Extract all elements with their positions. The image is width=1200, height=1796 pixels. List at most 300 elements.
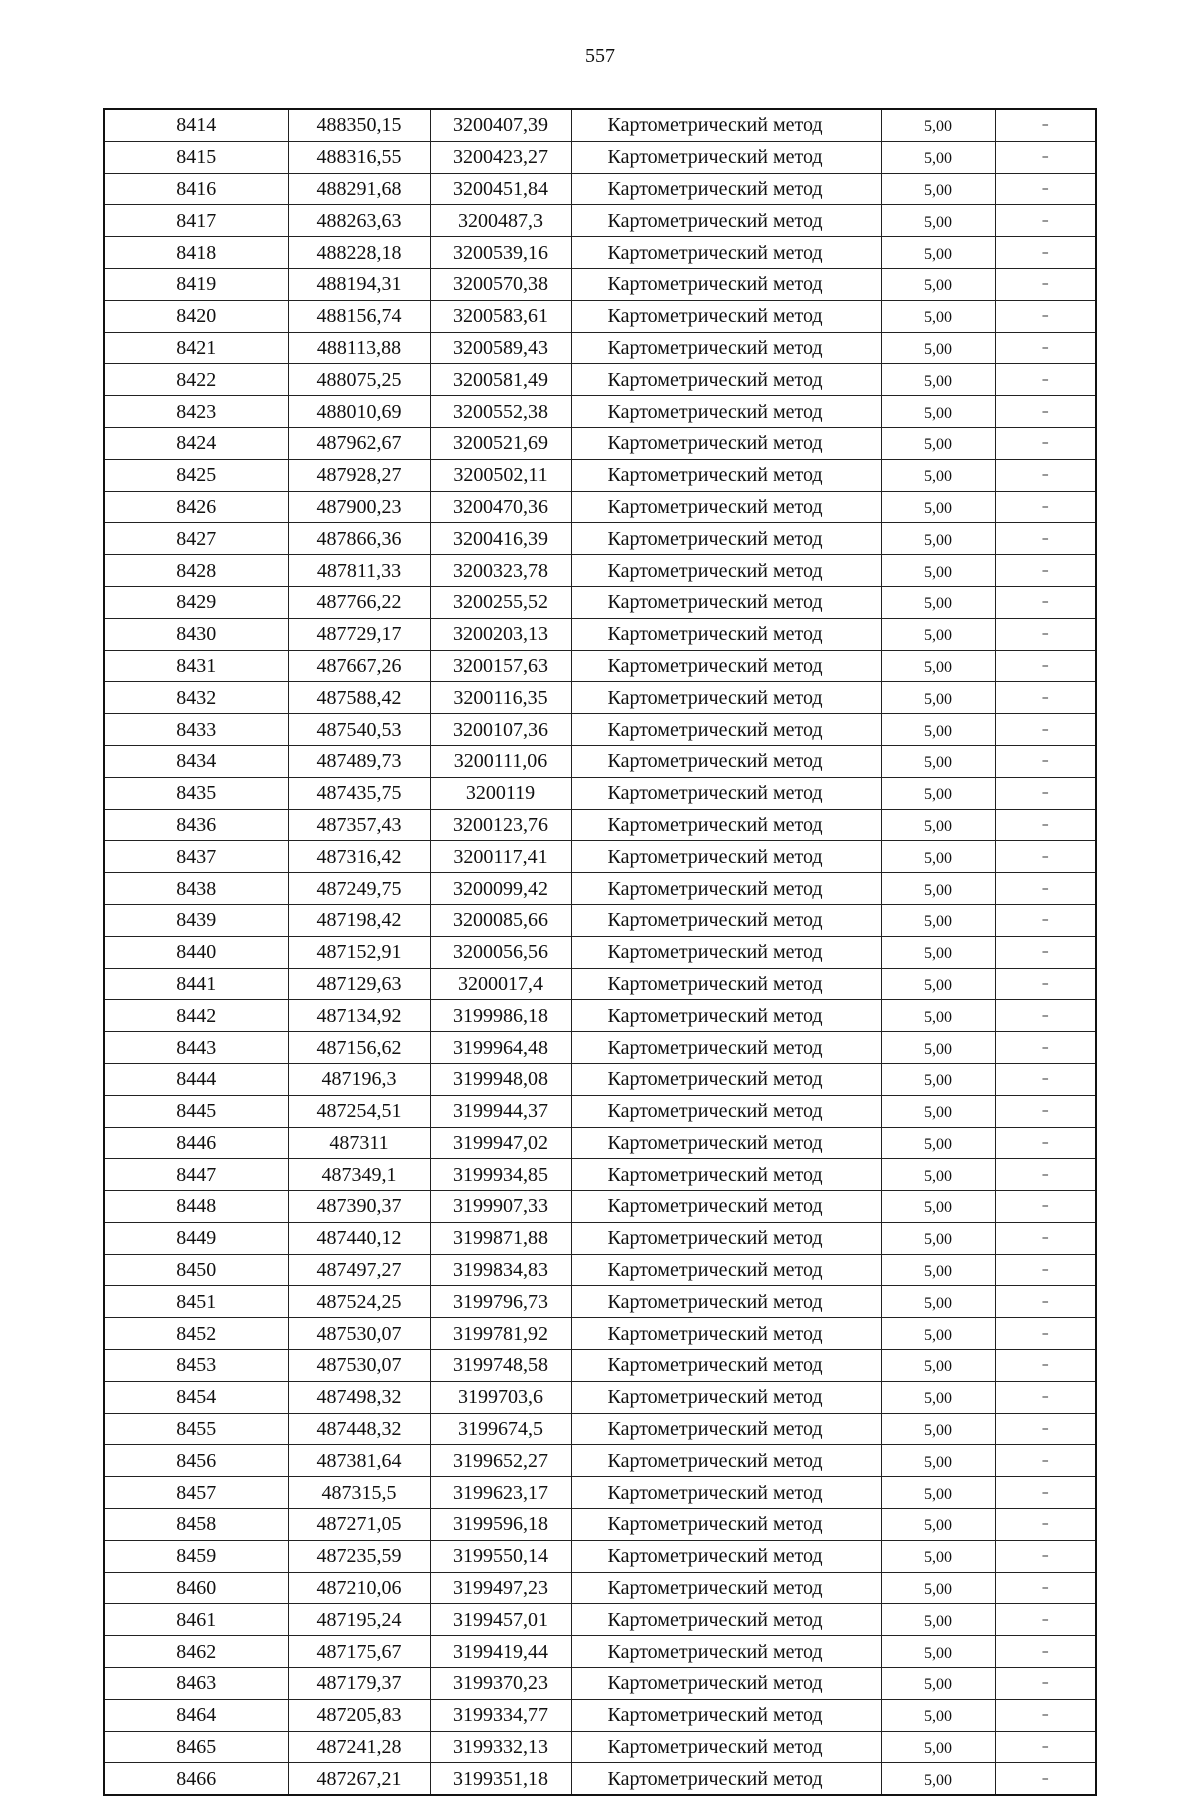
y-coordinate-cell: 3200111,06 <box>430 745 571 777</box>
table-row <box>104 491 1096 523</box>
table-row <box>104 396 1096 428</box>
x-coordinate-cell: 487196,3 <box>288 1063 430 1095</box>
note-cell: – <box>995 1509 1096 1541</box>
point-number-cell: 8440 <box>104 936 288 968</box>
method-cell: Картометрический метод <box>571 1445 881 1477</box>
table-row <box>104 237 1096 269</box>
point-number-cell: 8446 <box>104 1127 288 1159</box>
table-row <box>104 777 1096 809</box>
note-cell: – <box>995 1000 1096 1032</box>
x-coordinate-cell: 487235,59 <box>288 1540 430 1572</box>
y-coordinate-cell: 3199871,88 <box>430 1222 571 1254</box>
point-number-cell: 8423 <box>104 396 288 428</box>
method-cell: Картометрический метод <box>571 173 881 205</box>
table-row <box>104 1572 1096 1604</box>
x-coordinate-cell: 487134,92 <box>288 1000 430 1032</box>
point-number-cell: 8455 <box>104 1413 288 1445</box>
note-cell: – <box>995 809 1096 841</box>
accuracy-cell: 5,00 <box>881 1032 995 1064</box>
point-number-cell: 8461 <box>104 1604 288 1636</box>
method-cell: Картометрический метод <box>571 1095 881 1127</box>
point-number-cell: 8436 <box>104 809 288 841</box>
point-number-cell: 8422 <box>104 364 288 396</box>
point-number-cell: 8425 <box>104 459 288 491</box>
point-number-cell: 8421 <box>104 332 288 364</box>
point-number-cell: 8457 <box>104 1477 288 1509</box>
method-cell: Картометрический метод <box>571 1763 881 1795</box>
accuracy-cell: 5,00 <box>881 1318 995 1350</box>
y-coordinate-cell: 3199596,18 <box>430 1509 571 1541</box>
table-row <box>104 268 1096 300</box>
method-cell: Картометрический метод <box>571 904 881 936</box>
method-cell: Картометрический метод <box>571 396 881 428</box>
x-coordinate-cell: 487489,73 <box>288 745 430 777</box>
x-coordinate-cell: 488291,68 <box>288 173 430 205</box>
y-coordinate-cell: 3200117,41 <box>430 841 571 873</box>
accuracy-cell: 5,00 <box>881 1509 995 1541</box>
coordinates-table <box>103 108 1097 1796</box>
accuracy-cell: 5,00 <box>881 427 995 459</box>
table-row <box>104 1127 1096 1159</box>
y-coordinate-cell: 3200423,27 <box>430 141 571 173</box>
method-cell: Картометрический метод <box>571 968 881 1000</box>
note-cell: – <box>995 873 1096 905</box>
x-coordinate-cell: 487195,24 <box>288 1604 430 1636</box>
note-cell: – <box>995 682 1096 714</box>
x-coordinate-cell: 487866,36 <box>288 523 430 555</box>
y-coordinate-cell: 3200521,69 <box>430 427 571 459</box>
accuracy-cell: 5,00 <box>881 650 995 682</box>
method-cell: Картометрический метод <box>571 1350 881 1382</box>
point-number-cell: 8452 <box>104 1318 288 1350</box>
method-cell: Картометрический метод <box>571 1731 881 1763</box>
x-coordinate-cell: 487524,25 <box>288 1286 430 1318</box>
point-number-cell: 8460 <box>104 1572 288 1604</box>
method-cell: Картометрический метод <box>571 1413 881 1445</box>
note-cell: – <box>995 396 1096 428</box>
y-coordinate-cell: 3199986,18 <box>430 1000 571 1032</box>
table-row <box>104 1381 1096 1413</box>
accuracy-cell: 5,00 <box>881 618 995 650</box>
table-row <box>104 1350 1096 1382</box>
note-cell: – <box>995 968 1096 1000</box>
note-cell: – <box>995 1604 1096 1636</box>
x-coordinate-cell: 487267,21 <box>288 1763 430 1795</box>
method-cell: Картометрический метод <box>571 841 881 873</box>
table-row <box>104 1477 1096 1509</box>
x-coordinate-cell: 487357,43 <box>288 809 430 841</box>
table-row <box>104 427 1096 459</box>
note-cell: – <box>995 618 1096 650</box>
method-cell: Картометрический метод <box>571 205 881 237</box>
x-coordinate-cell: 487175,67 <box>288 1636 430 1668</box>
method-cell: Картометрический метод <box>571 109 881 141</box>
note-cell: – <box>995 1699 1096 1731</box>
y-coordinate-cell: 3199781,92 <box>430 1318 571 1350</box>
y-coordinate-cell: 3200157,63 <box>430 650 571 682</box>
table-row <box>104 1000 1096 1032</box>
y-coordinate-cell: 3199796,73 <box>430 1286 571 1318</box>
accuracy-cell: 5,00 <box>881 1127 995 1159</box>
note-cell: – <box>995 650 1096 682</box>
x-coordinate-cell: 487349,1 <box>288 1159 430 1191</box>
note-cell: – <box>995 364 1096 396</box>
table-row <box>104 618 1096 650</box>
y-coordinate-cell: 3199834,83 <box>430 1254 571 1286</box>
point-number-cell: 8416 <box>104 173 288 205</box>
note-cell: – <box>995 1032 1096 1064</box>
table-row <box>104 1699 1096 1731</box>
note-cell: – <box>995 300 1096 332</box>
point-number-cell: 8428 <box>104 555 288 587</box>
x-coordinate-cell: 488010,69 <box>288 396 430 428</box>
accuracy-cell: 5,00 <box>881 745 995 777</box>
point-number-cell: 8466 <box>104 1763 288 1795</box>
y-coordinate-cell: 3200123,76 <box>430 809 571 841</box>
note-cell: – <box>995 586 1096 618</box>
table-row <box>104 968 1096 1000</box>
y-coordinate-cell: 3199457,01 <box>430 1604 571 1636</box>
method-cell: Картометрический метод <box>571 237 881 269</box>
accuracy-cell: 5,00 <box>881 141 995 173</box>
point-number-cell: 8417 <box>104 205 288 237</box>
y-coordinate-cell: 3200451,84 <box>430 173 571 205</box>
x-coordinate-cell: 487179,37 <box>288 1668 430 1700</box>
table-row <box>104 1063 1096 1095</box>
point-number-cell: 8437 <box>104 841 288 873</box>
accuracy-cell: 5,00 <box>881 332 995 364</box>
accuracy-cell: 5,00 <box>881 300 995 332</box>
method-cell: Картометрический метод <box>571 300 881 332</box>
x-coordinate-cell: 487198,42 <box>288 904 430 936</box>
y-coordinate-cell: 3200416,39 <box>430 523 571 555</box>
note-cell: – <box>995 1350 1096 1382</box>
x-coordinate-cell: 487530,07 <box>288 1350 430 1382</box>
method-cell: Картометрический метод <box>571 459 881 491</box>
y-coordinate-cell: 3200056,56 <box>430 936 571 968</box>
table-row <box>104 809 1096 841</box>
method-cell: Картометрический метод <box>571 714 881 746</box>
accuracy-cell: 5,00 <box>881 555 995 587</box>
method-cell: Картометрический метод <box>571 1063 881 1095</box>
accuracy-cell: 5,00 <box>881 1699 995 1731</box>
accuracy-cell: 5,00 <box>881 841 995 873</box>
y-coordinate-cell: 3200552,38 <box>430 396 571 428</box>
note-cell: – <box>995 459 1096 491</box>
table-row <box>104 1413 1096 1445</box>
x-coordinate-cell: 487435,75 <box>288 777 430 809</box>
accuracy-cell: 5,00 <box>881 1381 995 1413</box>
point-number-cell: 8463 <box>104 1668 288 1700</box>
y-coordinate-cell: 3199332,13 <box>430 1731 571 1763</box>
table-row <box>104 1763 1096 1795</box>
x-coordinate-cell: 487588,42 <box>288 682 430 714</box>
accuracy-cell: 5,00 <box>881 777 995 809</box>
accuracy-cell: 5,00 <box>881 873 995 905</box>
accuracy-cell: 5,00 <box>881 109 995 141</box>
y-coordinate-cell: 3200255,52 <box>430 586 571 618</box>
table-row <box>104 586 1096 618</box>
note-cell: – <box>995 904 1096 936</box>
accuracy-cell: 5,00 <box>881 1254 995 1286</box>
accuracy-cell: 5,00 <box>881 268 995 300</box>
point-number-cell: 8427 <box>104 523 288 555</box>
note-cell: – <box>995 1477 1096 1509</box>
y-coordinate-cell: 3200470,36 <box>430 491 571 523</box>
y-coordinate-cell: 3199623,17 <box>430 1477 571 1509</box>
point-number-cell: 8443 <box>104 1032 288 1064</box>
x-coordinate-cell: 487729,17 <box>288 618 430 650</box>
note-cell: – <box>995 427 1096 459</box>
note-cell: – <box>995 268 1096 300</box>
x-coordinate-cell: 487152,91 <box>288 936 430 968</box>
table-row <box>104 1540 1096 1572</box>
method-cell: Картометрический метод <box>571 1636 881 1668</box>
page-number: 557 <box>585 45 615 67</box>
note-cell: – <box>995 1286 1096 1318</box>
accuracy-cell: 5,00 <box>881 1604 995 1636</box>
table-row <box>104 841 1096 873</box>
x-coordinate-cell: 488350,15 <box>288 109 430 141</box>
accuracy-cell: 5,00 <box>881 1286 995 1318</box>
point-number-cell: 8418 <box>104 237 288 269</box>
table-row <box>104 1286 1096 1318</box>
x-coordinate-cell: 488194,31 <box>288 268 430 300</box>
y-coordinate-cell: 3199419,44 <box>430 1636 571 1668</box>
method-cell: Картометрический метод <box>571 1509 881 1541</box>
point-number-cell: 8459 <box>104 1540 288 1572</box>
method-cell: Картометрический метод <box>571 682 881 714</box>
y-coordinate-cell: 3199334,77 <box>430 1699 571 1731</box>
point-number-cell: 8451 <box>104 1286 288 1318</box>
y-coordinate-cell: 3200407,39 <box>430 109 571 141</box>
y-coordinate-cell: 3200487,3 <box>430 205 571 237</box>
method-cell: Картометрический метод <box>571 745 881 777</box>
table-row <box>104 1509 1096 1541</box>
point-number-cell: 8458 <box>104 1509 288 1541</box>
method-cell: Картометрический метод <box>571 141 881 173</box>
table-row <box>104 714 1096 746</box>
accuracy-cell: 5,00 <box>881 968 995 1000</box>
method-cell: Картометрический метод <box>571 586 881 618</box>
point-number-cell: 8454 <box>104 1381 288 1413</box>
accuracy-cell: 5,00 <box>881 491 995 523</box>
table-row <box>104 682 1096 714</box>
y-coordinate-cell: 3200581,49 <box>430 364 571 396</box>
y-coordinate-cell: 3199652,27 <box>430 1445 571 1477</box>
method-cell: Картометрический метод <box>571 1254 881 1286</box>
point-number-cell: 8456 <box>104 1445 288 1477</box>
y-coordinate-cell: 3200323,78 <box>430 555 571 587</box>
x-coordinate-cell: 487381,64 <box>288 1445 430 1477</box>
x-coordinate-cell: 488263,63 <box>288 205 430 237</box>
y-coordinate-cell: 3200589,43 <box>430 332 571 364</box>
point-number-cell: 8414 <box>104 109 288 141</box>
note-cell: – <box>995 491 1096 523</box>
y-coordinate-cell: 3199550,14 <box>430 1540 571 1572</box>
note-cell: – <box>995 1095 1096 1127</box>
y-coordinate-cell: 3199370,23 <box>430 1668 571 1700</box>
accuracy-cell: 5,00 <box>881 173 995 205</box>
note-cell: – <box>995 1413 1096 1445</box>
x-coordinate-cell: 487205,83 <box>288 1699 430 1731</box>
y-coordinate-cell: 3200116,35 <box>430 682 571 714</box>
method-cell: Картометрический метод <box>571 1159 881 1191</box>
accuracy-cell: 5,00 <box>881 1540 995 1572</box>
accuracy-cell: 5,00 <box>881 1063 995 1095</box>
point-number-cell: 8445 <box>104 1095 288 1127</box>
x-coordinate-cell: 487254,51 <box>288 1095 430 1127</box>
table-row <box>104 1731 1096 1763</box>
x-coordinate-cell: 487316,42 <box>288 841 430 873</box>
x-coordinate-cell: 487311 <box>288 1127 430 1159</box>
method-cell: Картометрический метод <box>571 1286 881 1318</box>
y-coordinate-cell: 3200583,61 <box>430 300 571 332</box>
y-coordinate-cell: 3200539,16 <box>430 237 571 269</box>
point-number-cell: 8447 <box>104 1159 288 1191</box>
note-cell: – <box>995 1318 1096 1350</box>
method-cell: Картометрический метод <box>571 332 881 364</box>
y-coordinate-cell: 3199948,08 <box>430 1063 571 1095</box>
point-number-cell: 8432 <box>104 682 288 714</box>
table-row <box>104 332 1096 364</box>
x-coordinate-cell: 487962,67 <box>288 427 430 459</box>
table-row <box>104 1668 1096 1700</box>
x-coordinate-cell: 487129,63 <box>288 968 430 1000</box>
note-cell: – <box>995 1127 1096 1159</box>
method-cell: Картометрический метод <box>571 936 881 968</box>
y-coordinate-cell: 3200017,4 <box>430 968 571 1000</box>
x-coordinate-cell: 487249,75 <box>288 873 430 905</box>
accuracy-cell: 5,00 <box>881 396 995 428</box>
note-cell: – <box>995 141 1096 173</box>
table-row <box>104 1159 1096 1191</box>
note-cell: – <box>995 109 1096 141</box>
accuracy-cell: 5,00 <box>881 714 995 746</box>
point-number-cell: 8429 <box>104 586 288 618</box>
y-coordinate-cell: 3199674,5 <box>430 1413 571 1445</box>
accuracy-cell: 5,00 <box>881 1000 995 1032</box>
method-cell: Картометрический метод <box>571 1699 881 1731</box>
table-row <box>104 459 1096 491</box>
accuracy-cell: 5,00 <box>881 1159 995 1191</box>
x-coordinate-cell: 487497,27 <box>288 1254 430 1286</box>
point-number-cell: 8435 <box>104 777 288 809</box>
accuracy-cell: 5,00 <box>881 237 995 269</box>
method-cell: Картометрический метод <box>571 1540 881 1572</box>
point-number-cell: 8465 <box>104 1731 288 1763</box>
x-coordinate-cell: 487390,37 <box>288 1191 430 1223</box>
point-number-cell: 8434 <box>104 745 288 777</box>
method-cell: Картометрический метод <box>571 364 881 396</box>
table-row <box>104 1191 1096 1223</box>
table-row <box>104 1604 1096 1636</box>
table-row <box>104 1032 1096 1064</box>
note-cell: – <box>995 523 1096 555</box>
note-cell: – <box>995 1668 1096 1700</box>
method-cell: Картометрический метод <box>571 1222 881 1254</box>
point-number-cell: 8442 <box>104 1000 288 1032</box>
accuracy-cell: 5,00 <box>881 1413 995 1445</box>
table-row <box>104 873 1096 905</box>
accuracy-cell: 5,00 <box>881 523 995 555</box>
y-coordinate-cell: 3199964,48 <box>430 1032 571 1064</box>
y-coordinate-cell: 3199944,37 <box>430 1095 571 1127</box>
x-coordinate-cell: 487928,27 <box>288 459 430 491</box>
method-cell: Картометрический метод <box>571 523 881 555</box>
accuracy-cell: 5,00 <box>881 1350 995 1382</box>
table-row <box>104 745 1096 777</box>
accuracy-cell: 5,00 <box>881 586 995 618</box>
x-coordinate-cell: 487811,33 <box>288 555 430 587</box>
point-number-cell: 8426 <box>104 491 288 523</box>
note-cell: – <box>995 1572 1096 1604</box>
y-coordinate-cell: 3200085,66 <box>430 904 571 936</box>
table-row <box>104 936 1096 968</box>
y-coordinate-cell: 3199907,33 <box>430 1191 571 1223</box>
accuracy-cell: 5,00 <box>881 1636 995 1668</box>
accuracy-cell: 5,00 <box>881 1222 995 1254</box>
point-number-cell: 8438 <box>104 873 288 905</box>
accuracy-cell: 5,00 <box>881 1477 995 1509</box>
x-coordinate-cell: 488075,25 <box>288 364 430 396</box>
note-cell: – <box>995 714 1096 746</box>
x-coordinate-cell: 487210,06 <box>288 1572 430 1604</box>
note-cell: – <box>995 745 1096 777</box>
note-cell: – <box>995 555 1096 587</box>
accuracy-cell: 5,00 <box>881 459 995 491</box>
point-number-cell: 8431 <box>104 650 288 682</box>
method-cell: Картометрический метод <box>571 650 881 682</box>
y-coordinate-cell: 3200570,38 <box>430 268 571 300</box>
table-row <box>104 1254 1096 1286</box>
y-coordinate-cell: 3200099,42 <box>430 873 571 905</box>
note-cell: – <box>995 1159 1096 1191</box>
y-coordinate-cell: 3199703,6 <box>430 1381 571 1413</box>
y-coordinate-cell: 3199934,85 <box>430 1159 571 1191</box>
table-row <box>104 300 1096 332</box>
y-coordinate-cell: 3200119 <box>430 777 571 809</box>
note-cell: – <box>995 332 1096 364</box>
table-row <box>104 173 1096 205</box>
table-row <box>104 109 1096 141</box>
method-cell: Картометрический метод <box>571 1477 881 1509</box>
x-coordinate-cell: 488316,55 <box>288 141 430 173</box>
method-cell: Картометрический метод <box>571 873 881 905</box>
point-number-cell: 8448 <box>104 1191 288 1223</box>
note-cell: – <box>995 1636 1096 1668</box>
method-cell: Картометрический метод <box>571 491 881 523</box>
accuracy-cell: 5,00 <box>881 1445 995 1477</box>
point-number-cell: 8439 <box>104 904 288 936</box>
x-coordinate-cell: 487530,07 <box>288 1318 430 1350</box>
point-number-cell: 8449 <box>104 1222 288 1254</box>
accuracy-cell: 5,00 <box>881 682 995 714</box>
method-cell: Картометрический метод <box>571 268 881 300</box>
accuracy-cell: 5,00 <box>881 205 995 237</box>
method-cell: Картометрический метод <box>571 618 881 650</box>
method-cell: Картометрический метод <box>571 1127 881 1159</box>
method-cell: Картометрический метод <box>571 1572 881 1604</box>
note-cell: – <box>995 841 1096 873</box>
coordinates-table-body <box>104 109 1096 1795</box>
note-cell: – <box>995 1445 1096 1477</box>
method-cell: Картометрический метод <box>571 1000 881 1032</box>
note-cell: – <box>995 777 1096 809</box>
y-coordinate-cell: 3199351,18 <box>430 1763 571 1795</box>
point-number-cell: 8441 <box>104 968 288 1000</box>
point-number-cell: 8433 <box>104 714 288 746</box>
